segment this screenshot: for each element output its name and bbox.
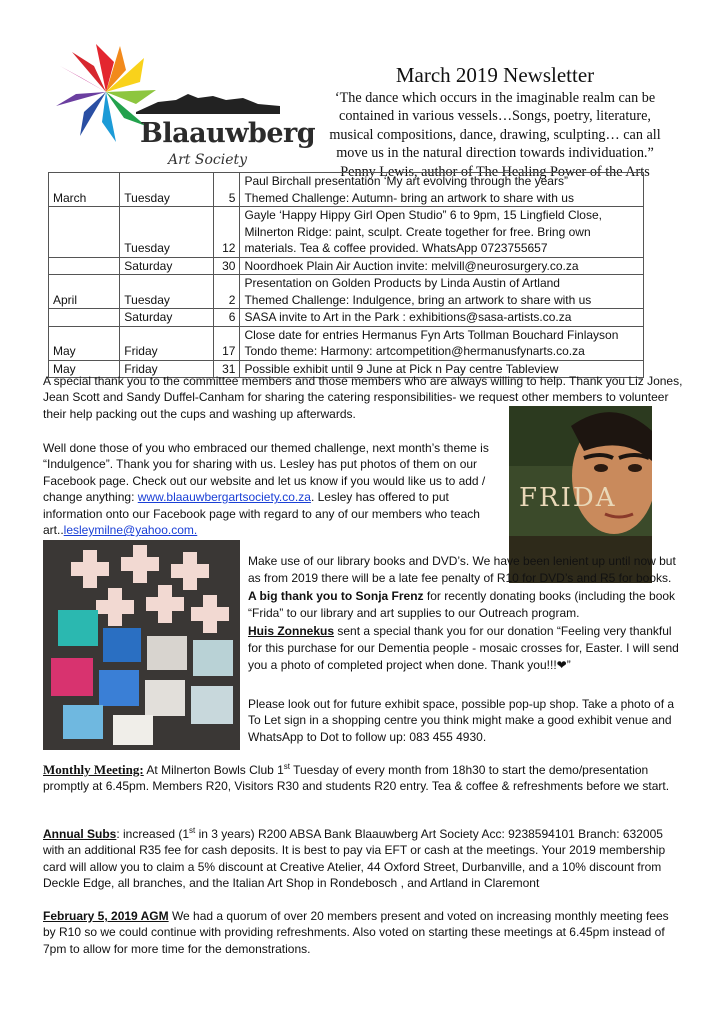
event-date: 31 [214, 360, 240, 378]
agm-label: February 5, 2019 AGM [43, 909, 169, 923]
exhibit-paragraph: Please look out for future exhibit space, possible pop-up shop. Take a photo of a To Let sign in a shopping centre you think might make a good exhibit venue and WhatsApp to Dot to follow up: 083 455 4930. [248, 697, 675, 744]
superscript: st [189, 826, 196, 835]
paragraph-text: for recently donating books (including the book “Frida” to our library and art supplies to our Outreach program. [248, 588, 676, 621]
table-row [49, 275, 644, 309]
event-day: Friday [120, 360, 214, 378]
paragraph-text: At Milnerton Bowls Club 1 [143, 763, 284, 777]
event-month [49, 257, 120, 275]
paragraph-text: : increased (1 [116, 827, 190, 841]
description-line: Themed Challenge: Indulgence, bring an artwork to share with us [244, 292, 592, 307]
event-description [240, 257, 644, 275]
event-date: 5 [214, 173, 240, 207]
agm-paragraph [43, 908, 683, 957]
quote-line: ‘The dance which occurs in the imaginable realm can be [334, 90, 656, 106]
event-day: Saturday [120, 257, 214, 275]
event-day: Tuesday [120, 275, 214, 309]
monthly-meeting-paragraph [43, 762, 683, 795]
description-line: Paul Birchall presentation ‘My art evolving through the years” [244, 174, 568, 188]
description-line: Possible exhibit until 9 June at Pick n Pay centre Tableview [244, 361, 559, 376]
events-table [48, 172, 644, 378]
event-day: Tuesday [120, 207, 214, 258]
description-line: Noordhoek Plain Air Auction invite: melvill@neurosurgery.co.za [244, 258, 579, 273]
header-quote [300, 89, 690, 181]
mosaic-crosses-photo [43, 540, 240, 750]
thanks-sonja-frenz: A big thank you to Sonja Frenz [248, 588, 424, 603]
paragraph-text: . Lesley has offered to put information onto our Facebook page with regard to any of our members who teach art.. [43, 490, 480, 538]
frida-title-text: FRIDA [519, 483, 617, 513]
annual-subs-label: Annual Subs [43, 827, 117, 841]
event-date: 6 [214, 309, 240, 327]
event-description [240, 326, 644, 360]
table-row [49, 173, 644, 207]
paragraph-text: sent a special thank you for our donation “Feeling very thankful for this purchase for our Dementia people - mosaic crosses for, Easter. I will send you a photo of completed project when done. Thank you!!!❤” [248, 623, 679, 673]
quote-line: musical compositions, dance, drawing, sculpting… can all [329, 126, 661, 143]
event-month: May [49, 326, 120, 360]
description-line: Milnerton Ridge: paint, sculpt. Create together for free. Bring own [244, 224, 591, 239]
event-description [240, 173, 644, 207]
description-line: Tondo theme: Harmony: artcompetition@hermanusfynarts.co.za [244, 344, 585, 358]
event-date: 12 [214, 207, 240, 258]
library-paragraph [248, 553, 680, 675]
website-link[interactable]: www.blaauwbergartsociety.co.za [137, 490, 311, 505]
logo-text [140, 118, 316, 168]
event-date: 2 [214, 275, 240, 309]
event-day: Friday [120, 326, 214, 360]
thanks-paragraph: A special thank you to the committee members and those members who are always willing to help. Thank you Liz Jones, Jean Scott and Sandy Duffel-Canham for sharing the catering responsibilities- we request other members to volunteer their help packing out the cups and washing up afterwards. [43, 374, 683, 421]
table-row [49, 207, 644, 258]
paragraph-text: Well done those of you who embraced our themed challenge, next month’s theme is “Indulgence”. Thank you for sharing with us. Lesley has put photos of them on our Facebook page. Check out our website and let us know if you would like us to add / change anything: [43, 441, 489, 505]
event-day: Tuesday [120, 173, 214, 207]
event-description [240, 207, 644, 258]
huis-zonnekus-label: Huis Zonnekus [248, 623, 335, 638]
newsletter-title: March 2019 Newsletter [395, 63, 595, 87]
table-row [49, 326, 644, 360]
event-date: 17 [214, 326, 240, 360]
email-link[interactable]: lesleymilne@yahoo.com. [63, 523, 198, 538]
paragraph-text: in 3 years) R200 ABSA Bank Blaauwberg Art Society Acc: 9238594101 Branch: 632005 with an additional R35 fee for cash deposits. It is best to pay via EFT or cash at the meetings. Your 2019 membership card will allow you to claim a 5% discount at Creative Atelier, 44 Oxford Street, Durbanville, and a 10% discount from Deckle Edge, all branches, and the Italian Art Shop in Rondebosch , and Artland in Claremont [43, 827, 666, 891]
paragraph-text: Tuesday of every month from 18h30 to start the demo/presentation promptly at 6.45pm. Members R20, Visitors R30 and students R20 entry. Tea & coffee & refreshments before we start. [43, 763, 670, 794]
quote-line: contained in various vessels…Songs, poetry, literature, [339, 108, 651, 125]
event-month: March [49, 173, 120, 207]
paragraph-text: Make use of our library books and DVD’s. We have been lenient up until now but as from 2019 there will be a late fee penalty of R10 for DVD’s and R5 for books. [248, 554, 676, 586]
logo-name: Blaauwberg [140, 118, 316, 149]
description-line: Presentation on Golden Products by Linda Austin of Artland [244, 276, 560, 290]
description-line: Gayle ‘Happy Hippy Girl Open Studio” 6 to 9pm, 15 Lingfield Close, [244, 208, 602, 222]
event-month: May [49, 360, 120, 378]
description-line: materials. Tea & coffee provided. WhatsApp 0723755657 [244, 241, 548, 255]
event-day: Saturday [120, 309, 214, 327]
description-line: SASA invite to Art in the Park : exhibitions@sasa-artists.co.za [244, 310, 572, 324]
quote-line: Penny Lewis, author of The Healing Power of the Arts [340, 163, 650, 180]
paragraph-text: We had a quorum of over 20 members present and voted on increasing monthly meeting fees by R10 so we could continue with providing refreshments. Also voted on starting these meetings at 6.45pm instead of 7pm to allow for more time for the demonstrations. [43, 909, 669, 956]
quote-line: move us in the natural direction towards individuation.” [336, 145, 654, 162]
monthly-meeting-label: Monthly Meeting: [43, 762, 144, 777]
event-description [240, 275, 644, 309]
event-month: April [49, 275, 120, 309]
description-line: Themed Challenge: Autumn- bring an artwork to share with us [244, 190, 574, 205]
table-row [49, 309, 644, 327]
event-description [240, 309, 644, 327]
superscript: st [283, 762, 291, 771]
table-row [49, 257, 644, 275]
description-line: Close date for entries Hermanus Fyn Arts Tollman Bouchard Finlayson [244, 327, 619, 342]
annual-subs-paragraph [43, 826, 683, 892]
themed-challenge-paragraph [43, 440, 503, 538]
event-month [49, 207, 120, 258]
event-month [49, 309, 120, 327]
logo-subtitle: Art Society [168, 152, 248, 168]
event-date: 30 [214, 257, 240, 275]
